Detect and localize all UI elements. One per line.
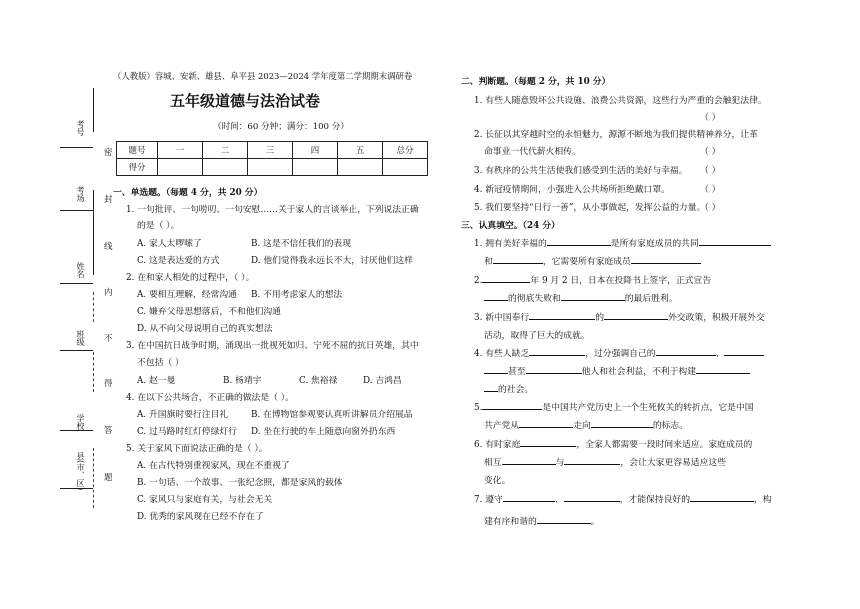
option-b[interactable]: B. 不用考虑家人的想法 [251,290,343,300]
exam-time-info: （时间：60 分钟；满分：100 分） [213,122,349,132]
binding-line [93,190,94,275]
question-text: 的标志。 [652,421,689,431]
question-text: 相互 [484,458,502,468]
fill-line [484,382,533,395]
question-text: 变化。 [484,476,511,486]
question-text: 1. 拥有美好幸福的 [474,239,547,249]
option-a[interactable]: A. 要相互理解，经常沟通 [137,290,237,300]
fill-line [474,492,772,505]
fill-line [474,310,765,323]
fold-char: 密 [104,148,113,158]
question-text: 命事业一代代薪火相传。 [484,147,581,157]
binding-line [93,352,94,392]
question-text: 的 [595,313,604,323]
question-text: 和 [484,257,493,267]
answer-paren[interactable]: （ ） [700,185,721,195]
answer-paren[interactable]: （ ） [700,166,721,176]
question-text: 4. 有些人缺乏 [474,349,530,359]
score-cell: 四 [293,142,338,159]
score-cell: 总分 [383,142,428,159]
question-text: 3. 有秩序的公共生活使我们感受到生活的美好与幸福。 [474,166,688,176]
blank[interactable] [503,492,555,502]
question-text: 6. 有时家庭 [474,440,521,450]
question-text: 与 [555,458,565,468]
question-text: 4. 新冠疫情期间，小强进入公共场所拒绝戴口罩。 [474,185,670,195]
question-text: 、 [554,495,564,505]
blank[interactable] [561,291,625,301]
fold-char: 得 [104,379,113,389]
blank[interactable] [699,236,771,246]
question-text: 1. 有些人随意毁坏公共设施、浪费公共资源，这些行为严重的会触犯法律。 [474,96,767,106]
question-text: 的社会。 [498,385,534,395]
blank[interactable] [502,455,556,465]
field-underline [60,283,93,284]
question-text: 4. 在以下公共场合，不正确的做法是（ ）。 [126,393,294,403]
fill-line [484,455,726,468]
blank[interactable] [604,310,668,320]
option-d[interactable]: D. 他们觉得我永远长不大，讨厌他们这样 [251,256,413,266]
question-text: 建有序和谐的 [484,517,537,527]
option-d[interactable]: D. 坐在行驶的车上随意向窗外扔东西 [251,427,396,437]
score-cell: 五 [338,142,383,159]
question-text: 外交政策，积极开展外交 [668,313,765,323]
fill-line [474,273,711,286]
blank[interactable] [696,364,750,374]
fold-char: 不 [104,334,113,344]
option-b[interactable]: B. 在博物馆参观要认真听讲解员介绍展品 [251,410,413,420]
question-text: ，才能保持良好的 [619,495,690,505]
score-table [116,141,428,176]
field-underline [60,430,93,431]
question-text: 。 [590,517,600,527]
option-a[interactable]: A. 赵一曼 [137,376,176,386]
question-text: 5. 我们要坚持“日行一善”，从小事做起，发挥公益的力量。 [474,203,706,213]
blank[interactable] [484,382,498,392]
question-text: ，会让大家更容易适应这些 [620,458,726,468]
option-c[interactable]: C. 家风只与家庭有关，与社会无关 [137,495,273,505]
score-cell: 二 [203,142,248,159]
option-a[interactable]: A. 在古代特别重视家风，现在不重视了 [137,461,290,471]
fold-char: 答 [104,426,113,436]
exam-subtitle: （人教版）容城、安新、雄县、阜平县 2023—2024 学年度第二学期期末调研卷 [113,71,413,81]
question-text: 他人和社会利益，不利于构建 [581,367,696,377]
blank[interactable] [482,273,530,283]
question-text: 共产党从 [484,421,520,431]
answer-paren[interactable]: （ ） [700,113,721,123]
label-exam-room: 考场 [76,186,85,202]
score-table-score-row [117,159,428,176]
blank[interactable] [537,514,591,524]
fill-line [474,400,754,413]
score-cell: 三 [248,142,293,159]
label-county: 县(市、区) [76,452,85,491]
question-text: 5. 关于家风下面说法正确的是（ ）。 [126,444,268,454]
blank[interactable] [529,346,585,356]
fill-line [484,364,750,377]
field-underline [60,210,93,211]
question-text: 不包括（ ） [137,358,184,368]
blank[interactable] [690,492,754,502]
blank[interactable] [591,418,653,428]
label-class: 班级 [76,330,85,346]
blank[interactable] [526,364,582,374]
blank[interactable] [519,418,573,428]
option-a[interactable]: A. 家人太啰嗦了 [137,239,202,249]
option-c[interactable]: C. 焦裕禄 [299,376,338,386]
question-text: 的最后胜利。 [624,294,678,304]
blank[interactable] [520,437,576,447]
blank[interactable] [529,310,595,320]
fill-line [474,236,771,249]
score-input-cell[interactable] [338,159,383,176]
label-exam-number: 考号 [76,120,85,136]
fill-line [474,437,752,450]
field-underline [60,350,93,351]
question-text: 5. [474,403,483,413]
question-text: 是所有家庭成员的共同 [610,239,699,249]
question-text: 、 [715,349,725,359]
option-b[interactable]: B. 一句话、一个故事、一张纪念照，都是家风的载体 [137,478,343,488]
fold-char: 线 [104,242,113,252]
fill-line [484,291,678,304]
question-text: 走向 [573,421,591,431]
blank[interactable] [484,364,508,374]
question-text: 活动，取得了巨大的成就。 [484,331,590,341]
option-a[interactable]: A. 升国旗时要行注目礼 [137,410,229,420]
option-d[interactable]: D. 优秀的家风现在已经不存在了 [137,512,264,522]
blank[interactable] [493,254,543,264]
binding-line [93,448,94,508]
question-text: ，它需要所有家庭成员 [542,257,631,267]
question-text: 甚至 [508,367,526,377]
question-text: 年 9 月 2 日，日本在投降书上签字，正式宣告 [530,276,712,286]
blank[interactable] [724,346,764,356]
label-name: 姓名 [76,262,85,278]
score-input-cell[interactable] [158,159,203,176]
blank[interactable] [564,455,620,465]
score-input-cell[interactable] [203,159,248,176]
question-text: ，构 [754,495,772,505]
blank[interactable] [656,346,716,356]
section3-title: 三、认真填空。（24 分） [461,221,560,231]
question-text: 3. 新中国奉行 [474,313,530,323]
score-input-cell[interactable] [293,159,338,176]
question-text: 7. 遵守 [474,495,503,505]
section1-title: 一、单选题。（每题 4 分，共 20 分） [113,188,263,198]
binding-line [93,88,94,132]
option-b[interactable]: B. 这是不信任我们的表现 [251,239,352,249]
score-input-cell[interactable] [383,159,428,176]
question-text: 是中国共产党历史上一个生死攸关的转折点，它是中国 [542,403,754,413]
question-text: 的彻底失败和 [508,294,561,304]
blank[interactable] [484,291,508,301]
binding-line [93,292,94,322]
exam-title: 五年级道德与法治试卷 [170,92,321,110]
question-text: ，全家人都需要一段时间来适应。家庭成员的 [576,440,753,450]
option-c[interactable]: C. 这是表达爱的方式 [137,256,220,266]
score-input-cell[interactable] [248,159,293,176]
option-d[interactable]: D. 吉鸿昌 [363,376,402,386]
fill-line [484,514,600,527]
score-cell: 一 [158,142,203,159]
question-text: 2. 在和家人相处的过程中，（ ）。 [126,273,255,283]
question-text: ，过分强调自己的 [585,349,656,359]
score-cell: 得分 [117,159,158,176]
field-underline [60,147,93,148]
label-school: 学校 [76,414,85,430]
fold-char: 封 [104,195,113,205]
answer-paren[interactable]: （ ） [700,203,721,213]
option-b[interactable]: B. 杨靖宇 [223,376,262,386]
question-text: 3. 在中国抗日战争时期，涌现出一批视死如归、宁死不屈的抗日英雄，其中 [126,341,419,351]
section2-title: 二、判断题。（每题 2 分，共 10 分） [461,77,611,87]
score-cell: 题号 [117,142,158,159]
fill-line [474,346,764,359]
question-text: 2. 长征以其穿越时空的永恒魅力，源源不断地为我们提供精神养分，让革 [474,130,758,140]
option-d[interactable]: D. 从不向父母说明自己的真实想法 [137,324,273,334]
fold-char: 内 [104,288,113,298]
fill-line [484,418,688,431]
answer-paren[interactable]: （ ） [700,147,721,157]
blank[interactable] [564,492,620,502]
fill-line [484,254,701,267]
question-text: 1. 一句批评、一句唠叨、一句安慰……关于家人的言谈举止，下列说法正确 [126,205,419,215]
option-c[interactable]: C. 嫌弃父母思想落后，不和他们沟通 [137,307,281,317]
blank[interactable] [482,400,542,410]
score-table-header-row [117,142,428,159]
blank[interactable] [631,254,701,264]
question-text: 2. [474,276,483,286]
option-c[interactable]: C. 过马路时红灯停绿灯行 [137,427,237,437]
blank[interactable] [547,236,611,246]
question-text: 的是（ ）。 [137,221,180,231]
fold-char: 题 [104,473,113,483]
